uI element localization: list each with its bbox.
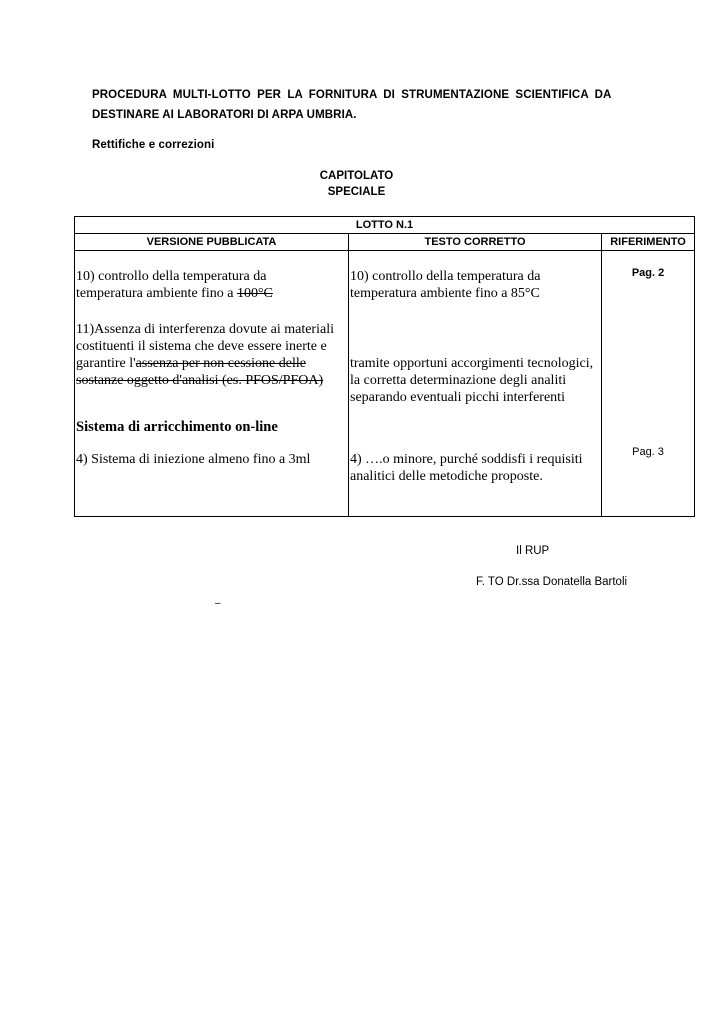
corrections-table [74, 216, 695, 517]
corrected-text-cell [349, 251, 602, 517]
document-subtitle: Rettifiche e correzioni [92, 139, 215, 151]
signature-name: F. TO Dr.ssa Donatella Bartoli [476, 576, 628, 588]
corrected-item11: tramite opportuni accorgimenti tecnologici, la corretta determinazione degli analiti separando eventuali picchi interferenti [350, 356, 594, 405]
column-header-published: VERSIONE PUBBLICATA [75, 234, 349, 251]
capitolato-heading-line1: CAPITOLATO [319, 170, 394, 182]
corrected-item4: 4) ….o minore, purché soddisfi i requisiti analitici delle metodiche proposte. [350, 452, 583, 484]
document-title-line1: PROCEDURA MULTI-LOTTO PER LA FORNITURA DI STRUMENTAZIONE SCIENTIFICA DA [92, 89, 612, 101]
signature-role: Il RUP [516, 545, 550, 557]
struck-text: 100°C [236, 286, 273, 301]
document-title-line2: DESTINARE AI LABORATORI DI ARPA UMBRIA. [92, 109, 357, 121]
corrected-item10: 10) controllo della temperatura da temperatura ambiente fino a 85°C [350, 269, 541, 301]
published-item4: 4) Sistema di iniezione almeno fino a 3ml [76, 452, 311, 467]
stray-dash: – [215, 598, 221, 609]
reference-cell [602, 251, 695, 517]
capitolato-heading-line2: SPECIALE [327, 186, 386, 198]
published-item11: 11)Assenza di interferenza dovute ai materiali costituenti il sistema che deve essere inerte e garantire l'assenza per non cessione delle sostanze oggetto d'analisi (es. PFOS/PFOA) [76, 322, 334, 388]
column-header-corrected: TESTO CORRETTO [349, 234, 602, 251]
column-header-reference: RIFERIMENTO [602, 234, 695, 251]
lotto-header: LOTTO N.1 [75, 217, 695, 234]
page-reference-2: Pag. 3 [632, 446, 664, 458]
struck-text: assenza per non cessione delle [135, 356, 306, 371]
page-reference-1: Pag. 2 [631, 267, 665, 279]
section-heading: Sistema di arricchimento on-line [76, 419, 278, 435]
published-version-cell [75, 251, 349, 517]
published-item10: 10) controllo della temperatura da temperatura ambiente fino a 100°C [76, 269, 273, 301]
struck-text: sostanze oggetto d'analisi (es. PFOS/PFOA) [76, 373, 324, 388]
